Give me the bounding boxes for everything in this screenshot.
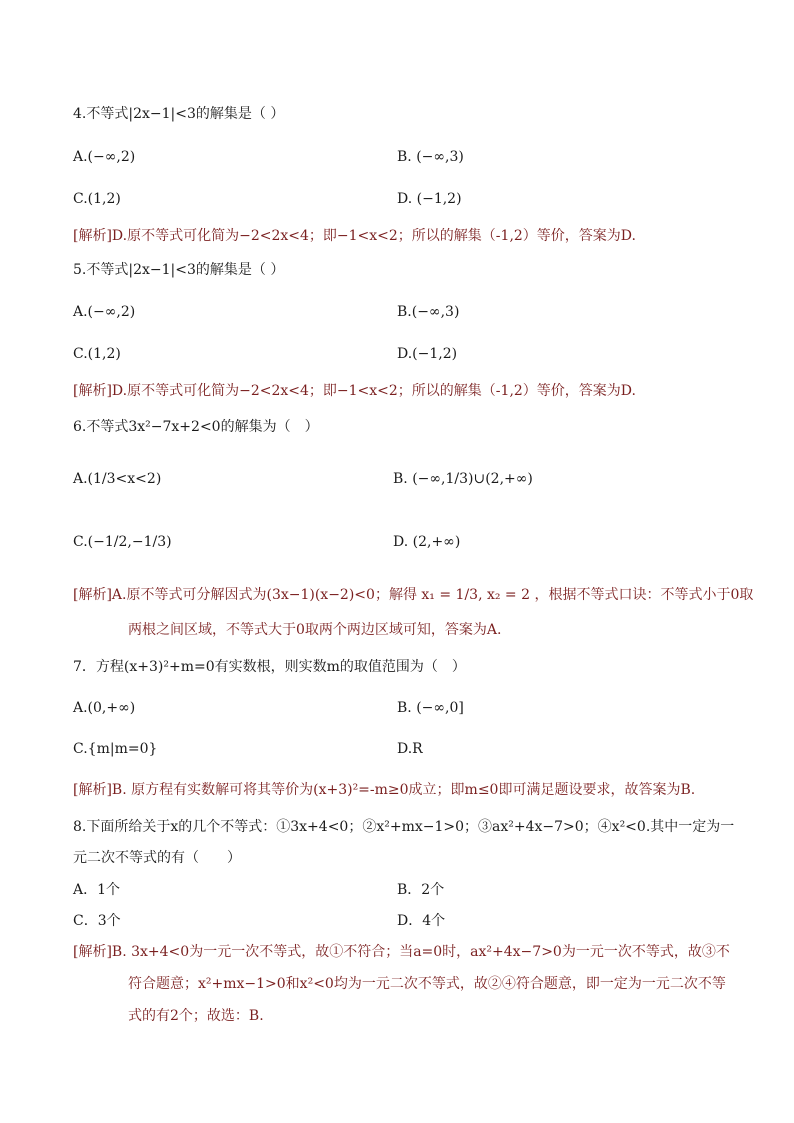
question-6-option-a: A.(1/3<x<2) [73, 471, 162, 487]
question-6-analysis-line-1: [解析]A.原不等式可分解因式为(3x−1)(x−2)<0；解得 x₁ = 1/3, x₂ = 2 ，根据不等式口诀：不等式小于0取 [73, 587, 754, 603]
question-4-option-b: B. (−∞,3) [397, 149, 464, 165]
question-8-analysis-line-1: [解析]B. 3x+4<0为一元一次不等式，故①不符合；当a=0时，ax²+4x−7>0为一元一次不等式，故③不 [73, 944, 730, 960]
question-7-option-b: B. (−∞,0] [397, 700, 464, 716]
question-7-option-a: A.(0,+∞) [73, 700, 136, 716]
question-5-option-c: C.(1,2) [73, 346, 121, 362]
question-4-stem: 4.不等式|2x−1|<3的解集是（ ） [73, 106, 285, 122]
question-6-option-b: B. (−∞,1/3)∪(2,+∞) [393, 471, 533, 487]
question-5-option-b: B.(−∞,3) [397, 304, 460, 320]
question-6-analysis-line-2: 两根之间区域，不等式大于0取两个两边区域可知，答案为A. [128, 622, 502, 638]
question-5-analysis: [解析]D.原不等式可化简为−2<2x<4；即−1<x<2；所以的解集（-1,2）等价，答案为D. [73, 383, 636, 399]
question-6-option-c: C.(−1/2,−1/3) [73, 534, 172, 550]
question-8-analysis-line-2: 符合题意；x²+mx−1>0和x²<0均为一元二次不等式，故②④符合题意，即一定为一元二次不等 [128, 976, 726, 992]
question-8-option-a: A．1个 [73, 882, 121, 898]
question-8-option-c: C．3个 [73, 913, 121, 929]
question-5-option-d: D.(−1,2) [397, 346, 458, 362]
question-4-option-a: A.(−∞,2) [73, 149, 136, 165]
question-6-stem: 6.不等式3x²−7x+2<0的解集为（ ） [73, 419, 319, 435]
question-8-stem-line-2: 元二次不等式的有（ ） [73, 850, 241, 866]
question-7-option-d: D.R [397, 741, 423, 757]
question-4-analysis: [解析]D.原不等式可化简为−2<2x<4；即−1<x<2；所以的解集（-1,2）等价，答案为D. [73, 228, 636, 244]
question-8-option-b: B．2个 [397, 882, 445, 898]
question-6-option-d: D. (2,+∞) [393, 534, 461, 550]
question-7-analysis: [解析]B. 原方程有实数解可将其等价为(x+3)²=-m≥0成立；即m≤0即可满足题设要求，故答案为B. [73, 782, 696, 798]
question-5-option-a: A.(−∞,2) [73, 304, 136, 320]
question-7-option-c: C.{m|m=0} [73, 741, 158, 757]
question-5-stem: 5.不等式|2x−1|<3的解集是（ ） [73, 262, 285, 278]
question-8-stem-line-1: 8.下面所给关于x的几个不等式：①3x+4<0；②x²+mx−1>0；③ax²+4x−7>0；④x²<0.其中一定为一 [73, 819, 735, 835]
question-7-stem: 7．方程(x+3)²+m=0有实数根，则实数m的取值范围为（ ） [73, 659, 466, 675]
question-4-option-d: D. (−1,2) [397, 191, 462, 207]
question-8-option-d: D．4个 [397, 913, 446, 929]
question-4-option-c: C.(1,2) [73, 191, 121, 207]
question-8-analysis-line-3: 式的有2个；故选：B. [128, 1008, 264, 1024]
